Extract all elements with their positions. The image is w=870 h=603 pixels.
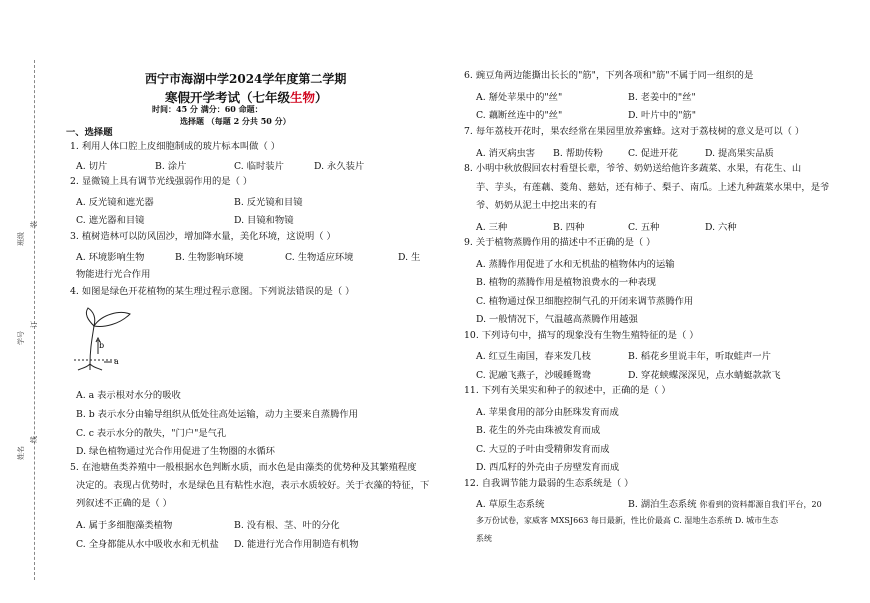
plant-diagram [72,304,142,372]
q7-option-c: C. 促进开花 [628,148,678,159]
question-5-line3: 列叙述不正确的是（ ） [76,498,172,509]
q9-option-a: A. 蒸腾作用促进了水和无机盐的植物体内的运输 [476,259,675,270]
margin-name-label: 姓名 [17,446,25,460]
question-3: 3. 植树造林可以防风固沙，增加降水量，美化环境，这说明（ ） [70,231,336,242]
q8-option-a: A. 三种 [476,222,508,233]
question-4: 4. 如图是绿色开花植物的某生理过程示意图。下列说法错误的是（ ） [70,286,355,297]
q1-option-b: B. 涂片 [155,161,187,172]
question-9: 9. 关于植物蒸腾作用的描述中不正确的是（ ） [464,237,656,248]
q10-option-b: B. 稻花乡里说丰年，听取蛙声一片 [628,351,771,362]
q10-option-c: C. 泥融飞燕子，沙暖睡鸳鸯 [476,370,591,381]
q7-option-d: D. 提高果实品质 [705,148,774,159]
question-8-line2: 芋、芋头，有莲藕、菱角、慈姑，还有柿子、梨子、南瓜。上述九种蔬菜水果中，是爷 [476,182,830,193]
q4-option-a: A. a 表示根对水分的吸收 [76,390,181,401]
plant-leaf [94,313,130,327]
section-note: 选择题 （每题 2 分共 50 分） [180,116,291,126]
plant-stem [90,326,94,364]
margin-class-label: 班级 [17,232,25,246]
q1-option-a: A. 切片 [76,161,108,172]
question-6: 6. 豌豆角两边能撕出长长的"筋"，下列各项和"筋"不属于同一组织的是 [464,70,754,81]
q6-option-a: A. 掰处苹果中的"丝" [476,92,563,103]
q7-option-b: B. 帮助传粉 [553,148,603,159]
q5-option-c: C. 全身都能从水中吸收水和无机盐 [76,539,219,550]
q10-option-d: D. 穿花蛱蝶深深见，点水蜻蜓款款飞 [628,370,781,381]
q8-option-b: B. 四种 [553,222,585,233]
q4-option-d: D. 绿色植物通过光合作用促进了生物圈的水循环 [76,446,275,457]
question-10: 10. 下列诗句中，描写的现象没有生物生殖特征的是（ ） [464,330,699,341]
question-8-line1: 8. 小明中秋放假回农村看望长辈，爷爷、奶奶送给他许多蔬菜、水果，有花生、山 [464,163,802,174]
margin-number-label: 学号 [17,331,25,345]
label-b: b [99,341,105,350]
q12-option-b: B. 湖泊生态系统 你看到的资料都源自我们平台，20 [628,499,822,510]
plant-leaf-small [86,308,94,326]
q4-option-b: B. b 表示水分由输导组织从低处往高处运输，动力主要来自蒸腾作用 [76,409,358,420]
q3-option-a: A. 环境影响生物 [76,252,145,263]
q3-option-b: B. 生物影响环境 [175,252,244,263]
question-8-line3: 爷、奶奶从泥土中挖出来的有 [476,200,597,211]
q6-option-d: D. 叶片中的"筋" [628,110,697,121]
q11-option-b: B. 花生的外壳由珠被发育而成 [476,425,601,436]
exam-meta: 时间：45 分 满分：60 命题： [152,104,263,114]
margin-mark-xian: 线 [30,436,38,443]
q4-option-c: C. c 表示水分的散失，"门户"是气孔 [76,428,227,439]
label-a: a [114,357,119,366]
q5-option-d: D. 能进行光合作用制造有机物 [234,539,359,550]
q1-option-c: C. 临时装片 [234,161,284,172]
q12-option-a: A. 草原生态系统 [476,499,545,510]
question-5-line2: 决定的。表现占优势时，水是绿色且有粘性水泡，表示水质较好。关于衣藻的特征，下 [76,480,430,491]
q10-option-a: A. 红豆生南国，春来发几枝 [476,351,591,362]
question-5-line1: 5. 在池塘鱼类养殖中一般根据水色判断水质，而水色是由藻类的优势种及其繁殖程度 [70,462,417,473]
question-12: 12. 自我调节能力最弱的生态系统是（ ） [464,478,634,489]
q8-option-c: C. 五种 [628,222,660,233]
q2-option-b: B. 反光镜和目镜 [234,197,303,208]
binding-line [34,60,35,580]
q2-option-d: D. 目镜和物镜 [234,215,294,226]
watermark-note: 你看到的资料都源自我们平台，20 [699,500,822,509]
margin-mark-ding: 订 [30,321,38,328]
q2-option-a: A. 反光镜和遮光器 [76,197,154,208]
exam-title-line2: 寒假开学考试（七年级生物） [165,90,328,105]
q5-option-b: B. 没有根、茎、叶的分化 [234,520,340,531]
q11-option-c: C. 大豆的子叶由受精卵发育而成 [476,444,610,455]
q3-option-c: C. 生物适应环境 [285,252,354,263]
question-1: 1. 利用人体口腔上皮细胞制成的玻片标本叫做（ ） [70,141,281,152]
q1-option-d: D. 永久装片 [314,161,365,172]
q6-option-b: B. 老姜中的"丝" [628,92,696,103]
subject-name: 生物 [290,90,316,105]
question-7: 7. 每年荔枝开花时，果农经常在果园里放养蜜蜂。这对于荔枝树的意义是可以（ ） [464,126,805,137]
section-heading: 一、选择题 [66,127,113,138]
q6-option-c: C. 藕断丝连中的"丝" [476,110,563,121]
q11-option-a: A. 苹果食用的部分由胚珠发育而成 [476,407,619,418]
exam-title-line1: 西宁市海湖中学2024学年度第二学期 [145,72,347,86]
question-12-line2: 多万份试卷，家威客 MXSJ663 每日最新，性比价最高 C. 湿地生态系统 D. 城市生态 [476,516,779,525]
question-12-line3: 系统 [476,534,492,543]
q7-option-a: A. 消灭病虫害 [476,148,536,159]
q9-option-c: C. 植物通过保卫细胞控制气孔的开闭来调节蒸腾作用 [476,296,694,307]
q3-option-d-cont: 物能进行光合作用 [76,269,151,280]
q9-option-b: B. 植物的蒸腾作用是植物浪费水的一种表现 [476,277,657,288]
question-2: 2. 显微镜上具有调节光线强弱作用的是（ ） [70,176,253,187]
q2-option-c: C. 遮光器和目镜 [76,215,145,226]
q11-option-d: D. 西瓜籽的外壳由子房壁发育而成 [476,462,620,473]
q8-option-d: D. 六种 [705,222,737,233]
question-11: 11. 下列有关果实和种子的叙述中，正确的是（ ） [464,385,671,396]
plant-root [78,364,102,370]
q9-option-d: D. 一般情况下，气温越高蒸腾作用越强 [476,314,638,325]
margin-mark-zhuang: 装 [30,221,38,228]
q3-option-d: D. 生 [398,252,421,263]
q5-option-a: A. 属于多细胞藻类植物 [76,520,173,531]
